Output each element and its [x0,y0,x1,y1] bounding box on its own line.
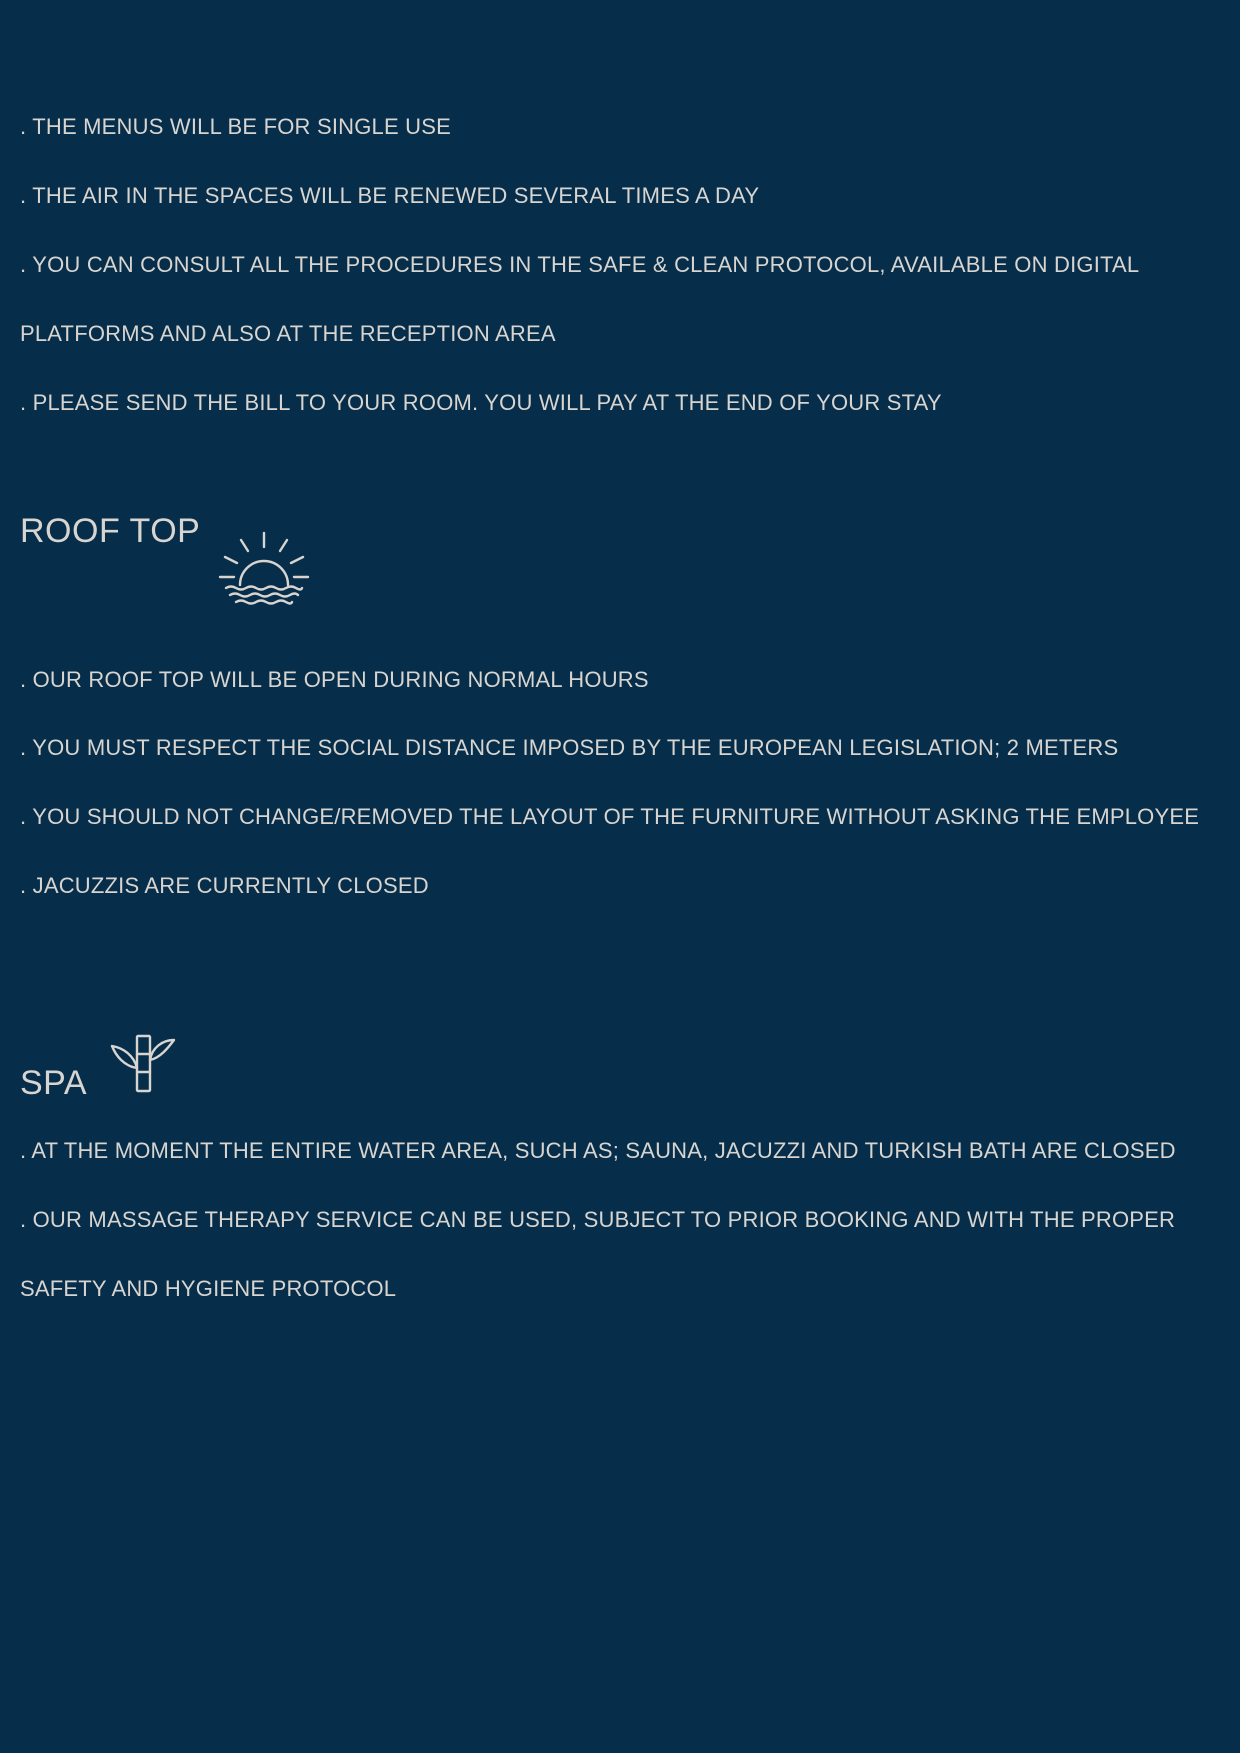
intro-line-protocol: . YOU CAN CONSULT ALL THE PROCEDURES IN THE SAFE & CLEAN PROTOCOL, AVAILABLE ON DIGITAL [20,252,1140,277]
sunset-icon [218,530,310,612]
spa-line-massage: . OUR MASSAGE THERAPY SERVICE CAN BE USED, SUBJECT TO PRIOR BOOKING AND WITH THE PROPER [20,1207,1176,1232]
intro-line-menus: . THE MENUS WILL BE FOR SINGLE USE [20,114,451,139]
spa-line-water-area: . AT THE MOMENT THE ENTIRE WATER AREA, SUCH AS; SAUNA, JACUZZI AND TURKISH BATH ARE CLOSED [20,1138,1176,1163]
rooftop-line-distance: . YOU MUST RESPECT THE SOCIAL DISTANCE IMPOSED BY THE EUROPEAN LEGISLATION; 2 METERS [20,735,1119,760]
intro-line-air: . THE AIR IN THE SPACES WILL BE RENEWED SEVERAL TIMES A DAY [20,183,760,208]
rooftop-line-jacuzzis: . JACUZZIS ARE CURRENTLY CLOSED [20,873,429,898]
spa-line-massage-cont: SAFETY AND HYGIENE PROTOCOL [20,1276,397,1301]
rooftop-heading: ROOF TOP [20,512,201,550]
intro-line-bill: . PLEASE SEND THE BILL TO YOUR ROOM. YOU WILL PAY AT THE END OF YOUR STAY [20,390,942,415]
spa-heading: SPA [20,1064,88,1102]
rooftop-line-hours: . OUR ROOF TOP WILL BE OPEN DURING NORMAL HOURS [20,667,649,692]
bamboo-icon [110,1034,178,1094]
intro-line-protocol-cont: PLATFORMS AND ALSO AT THE RECEPTION AREA [20,321,556,346]
rooftop-line-furniture: . YOU SHOULD NOT CHANGE/REMOVED THE LAYOUT OF THE FURNITURE WITHOUT ASKING THE EMPLOYEE [20,804,1200,829]
